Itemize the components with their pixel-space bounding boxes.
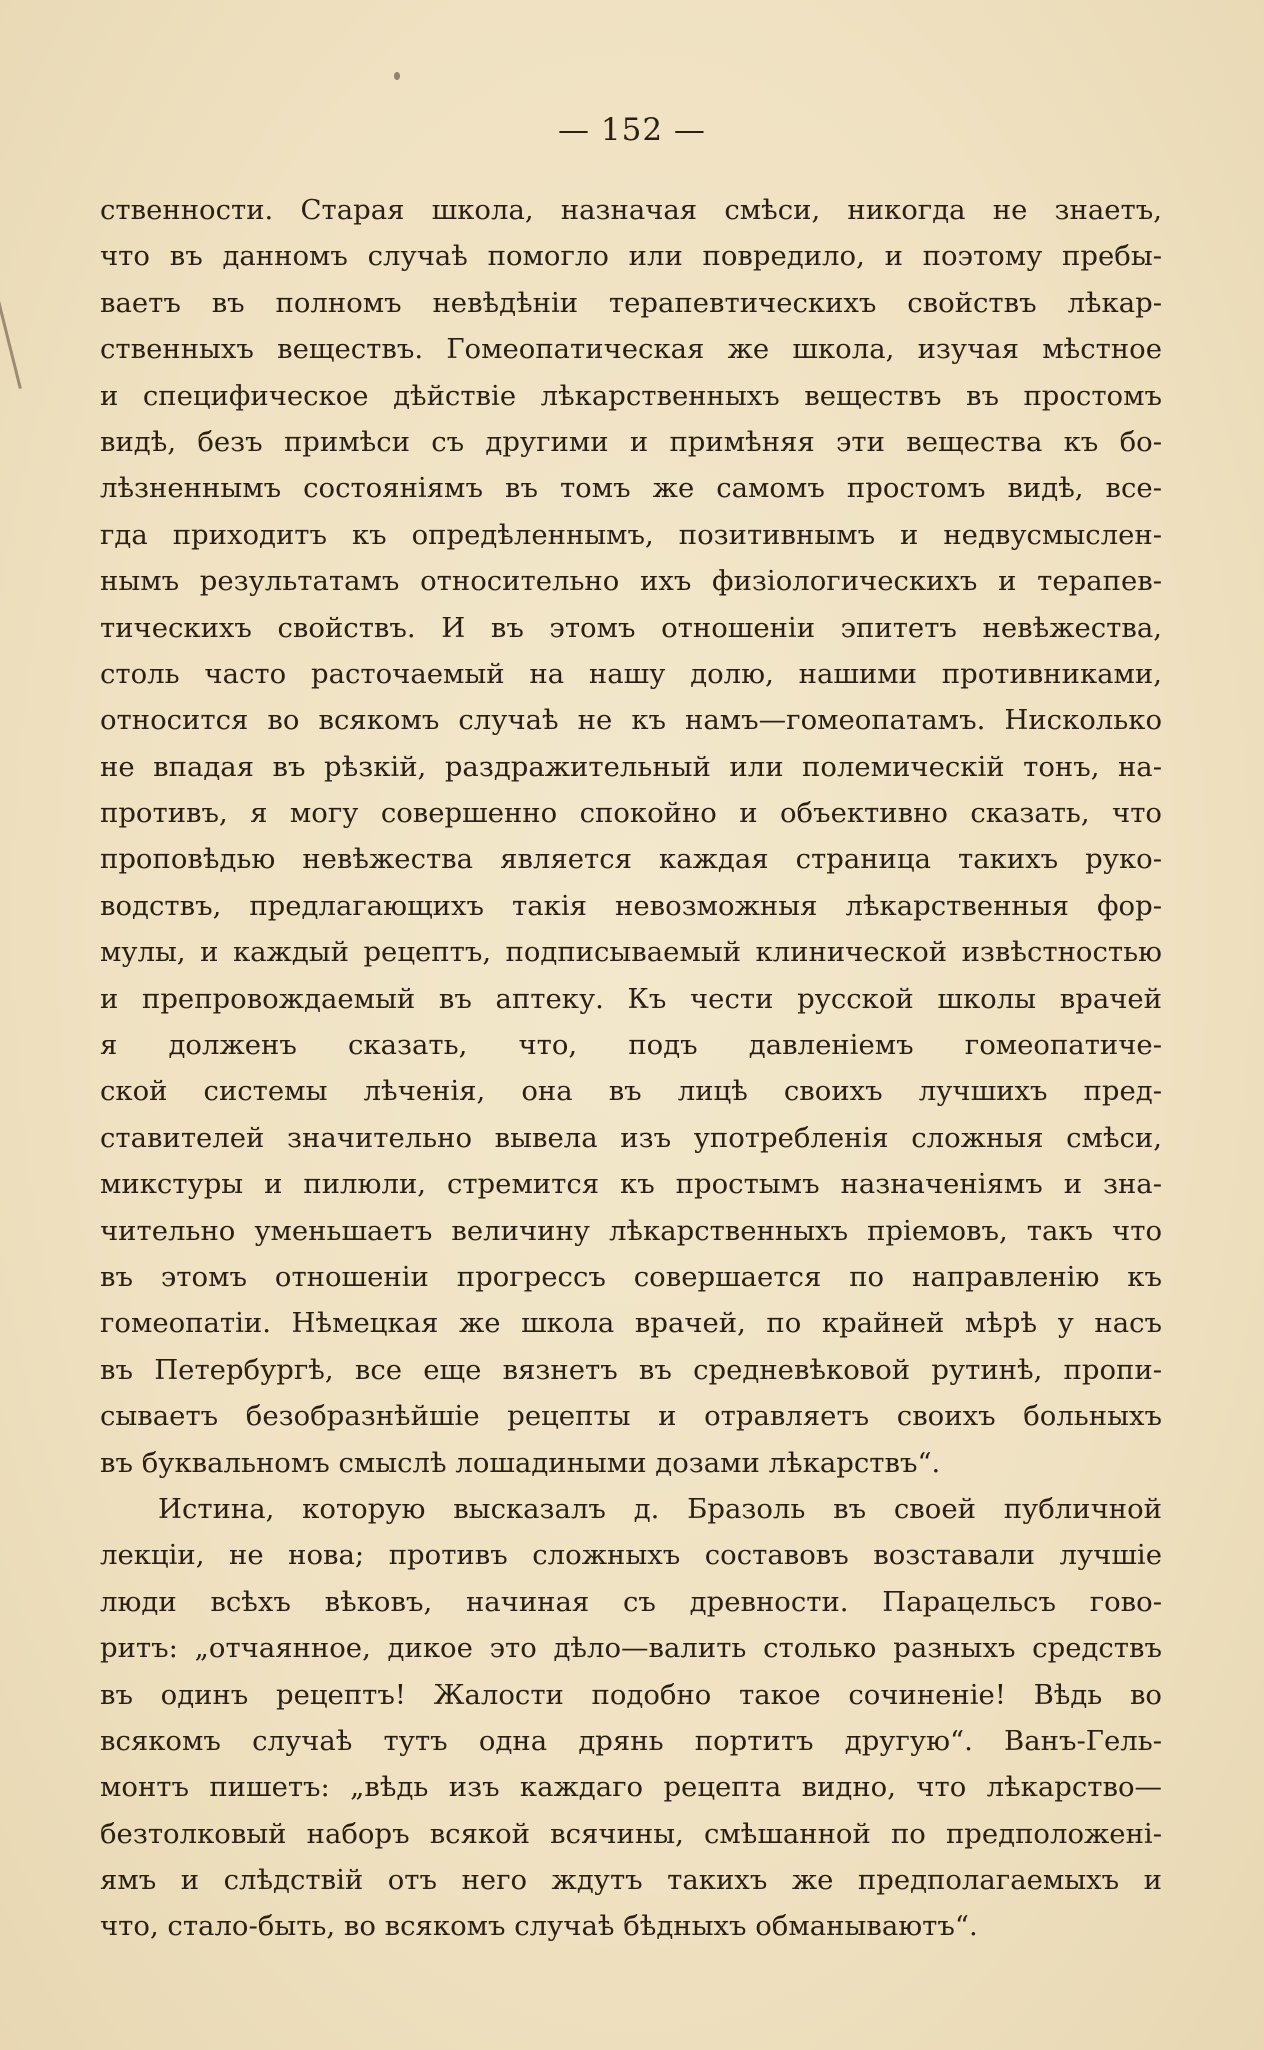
text-line: ваетъ въ полномъ невѣдѣніи терапевтическихъ свойствъ лѣкар-	[100, 286, 1162, 319]
text-line: въ Петербургѣ, все еще вязнетъ въ средневѣковой рутинѣ, пропи-	[100, 1353, 1162, 1386]
text-line: чительно уменьшаетъ величину лѣкарственныхъ пріемовъ, такъ что	[100, 1214, 1162, 1247]
text-line: въ буквальномъ смыслѣ лошадиными дозами лѣкарствъ“.	[100, 1446, 941, 1479]
text-line: нымъ результатамъ относительно ихъ физіологическихъ и терапев-	[100, 565, 1162, 598]
text-line: проповѣдью невѣжества является каждая страница такихъ руко-	[100, 843, 1162, 876]
text-line: мулы, и каждый рецептъ, подписываемый клинической извѣстностью	[100, 936, 1162, 969]
text-line: и препровождаемый въ аптеку. Къ чести русской школы врачей	[100, 982, 1162, 1015]
text-line: тическихъ свойствъ. И въ этомъ отношеніи эпитетъ невѣжества,	[100, 611, 1162, 644]
text-line: микстуры и пилюли, стремится къ простымъ назначеніямъ и зна-	[100, 1168, 1162, 1201]
text-line: всякомъ случаѣ тутъ одна дрянь портитъ другую“. Ванъ-Гель-	[100, 1724, 1162, 1757]
text-line: ритъ: „отчаянное, дикое это дѣло—валить столько разныхъ средствъ	[100, 1632, 1162, 1665]
paragraph-1	[100, 187, 1162, 1486]
text-line: что въ данномъ случаѣ помогло или повредило, и поэтому пребы-	[100, 240, 1162, 273]
page-number: — 152 —	[558, 112, 706, 148]
text-line: столь часто расточаемый на нашу долю, нашими противниками,	[100, 657, 1162, 690]
text-line: сываетъ безобразнѣйшіе рецепты и отравляетъ своихъ больныхъ	[100, 1400, 1162, 1433]
text-line: относится во всякомъ случаѣ не къ намъ—гомеопатамъ. Нисколько	[100, 704, 1162, 737]
text-line: лѣзненнымъ состояніямъ въ томъ же самомъ простомъ видѣ, все-	[100, 472, 1162, 505]
text-line: ственности. Старая школа, назначая смѣси, никогда не знаетъ,	[100, 194, 1162, 226]
text-line: ямъ и слѣдствій отъ него ждутъ такихъ же предполагаемыхъ и	[100, 1864, 1162, 1897]
text-line: Истина, которую высказалъ д. Бразоль въ своей публичной	[158, 1492, 1162, 1525]
text-line: ставителей значительно вывела изъ употребленія сложныя смѣси,	[100, 1121, 1162, 1154]
text-line: что, стало-быть, во всякомъ случаѣ бѣдныхъ обманываютъ“.	[100, 1910, 978, 1943]
body-text	[100, 187, 1162, 1950]
text-line: гда приходитъ къ опредѣленнымъ, позитивнымъ и недвусмыслен-	[100, 518, 1162, 551]
text-line: лекціи, не нова; противъ сложныхъ составовъ возставали лучшіе	[100, 1539, 1162, 1572]
text-line: водствъ, предлагающихъ такія невозможныя лѣкарственныя фор-	[100, 889, 1162, 922]
text-line: видѣ, безъ примѣси съ другими и примѣняя эти вещества къ бо-	[100, 425, 1162, 458]
text-line: ской системы лѣченія, она въ лицѣ своихъ лучшихъ пред-	[100, 1075, 1162, 1108]
ink-spot	[394, 72, 400, 80]
text-line: монтъ пишетъ: „вѣдь изъ каждаго рецепта видно, что лѣкарство—	[100, 1771, 1162, 1804]
paragraph-2	[100, 1486, 1162, 1950]
text-line: гомеопатіи. Нѣмецкая же школа врачей, по крайней мѣрѣ у насъ	[100, 1307, 1162, 1340]
text-line: ственныхъ веществъ. Гомеопатическая же школа, изучая мѣстное	[100, 333, 1162, 366]
text-line: и специфическое дѣйствіе лѣкарственныхъ веществъ въ простомъ	[100, 379, 1162, 412]
margin-mark	[0, 301, 22, 389]
text-line: люди всѣхъ вѣковъ, начиная съ древности. Парацельсъ гово-	[100, 1585, 1162, 1618]
text-line: въ этомъ отношеніи прогрессъ совершается по направленію къ	[100, 1260, 1162, 1293]
text-line: противъ, я могу совершенно спокойно и объективно сказать, что	[100, 797, 1162, 830]
text-line: я долженъ сказать, что, подъ давленіемъ гомеопатиче-	[100, 1029, 1162, 1062]
text-line: не впадая въ рѣзкій, раздражительный или полемическій тонъ, на-	[100, 750, 1162, 783]
text-line: безтолковый наборъ всякой всячины, смѣшанной по предположені-	[100, 1817, 1162, 1850]
text-line: въ одинъ рецептъ! Жалости подобно такое сочиненіе! Вѣдь во	[100, 1678, 1162, 1711]
